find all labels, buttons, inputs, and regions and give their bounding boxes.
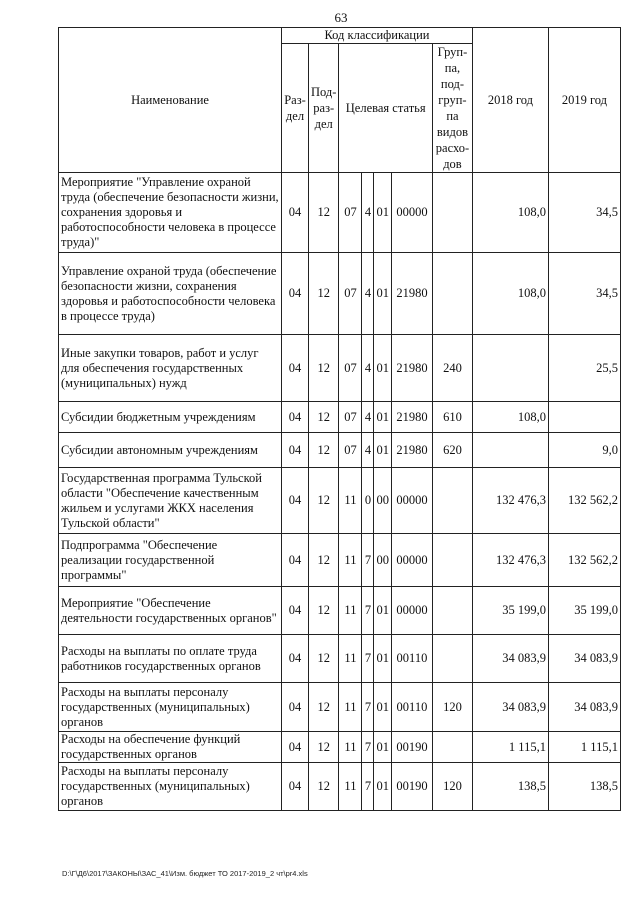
row-amount-2018: 132 476,3: [472, 534, 548, 587]
row-target-event: 01: [374, 253, 392, 335]
row-subsection: 12: [309, 173, 339, 253]
row-amount-2019: 1 115,1: [548, 732, 620, 763]
row-section: 04: [282, 433, 309, 468]
row-expense-group: 620: [432, 433, 472, 468]
table-body: [59, 173, 621, 811]
row-amount-2019: 132 562,2: [548, 534, 620, 587]
row-target-program: 11: [339, 534, 362, 587]
row-target-subprogram: 4: [362, 173, 374, 253]
row-amount-2019: 34 083,9: [548, 635, 620, 683]
row-section: 04: [282, 335, 309, 402]
row-amount-2018: 34 083,9: [472, 635, 548, 683]
row-target-program: 07: [339, 402, 362, 433]
row-target-event: 01: [374, 683, 392, 732]
row-subsection: 12: [309, 433, 339, 468]
row-target-program: 11: [339, 732, 362, 763]
row-amount-2018: 35 199,0: [472, 587, 548, 635]
header-year-2019: 2019 год: [548, 28, 620, 173]
row-name: Расходы на выплаты персоналу государственных (муниципальных) органов: [59, 683, 282, 732]
table-row: [59, 253, 621, 335]
row-name: Субсидии автономным учреждениям: [59, 433, 282, 468]
row-section: 04: [282, 683, 309, 732]
row-name: Государственная программа Тульской области "Обеспечение качественным жильем и услугами ЖКХ населения Тульской области": [59, 468, 282, 534]
row-target-direction: 00190: [391, 732, 432, 763]
row-target-direction: 00000: [391, 534, 432, 587]
row-target-program: 11: [339, 468, 362, 534]
row-amount-2019: 138,5: [548, 763, 620, 811]
row-amount-2019: 35 199,0: [548, 587, 620, 635]
row-target-event: 01: [374, 587, 392, 635]
row-name: Управление охраной труда (обеспечение безопасности жизни, сохранения здоровья и работоспособности человека в процессе труда): [59, 253, 282, 335]
row-amount-2018: 132 476,3: [472, 468, 548, 534]
row-target-program: 07: [339, 253, 362, 335]
row-target-direction: 00190: [391, 763, 432, 811]
row-expense-group: [432, 587, 472, 635]
row-subsection: 12: [309, 763, 339, 811]
row-expense-group: [432, 173, 472, 253]
row-amount-2019: 34,5: [548, 173, 620, 253]
row-section: 04: [282, 173, 309, 253]
row-name: Мероприятие "Обеспечение деятельности государственных органов": [59, 587, 282, 635]
row-section: 04: [282, 253, 309, 335]
row-target-direction: 21980: [391, 253, 432, 335]
header-target-article: Целевая статья: [339, 44, 433, 173]
row-amount-2019: [548, 402, 620, 433]
table-row: [59, 587, 621, 635]
table-row: [59, 173, 621, 253]
row-target-event: 00: [374, 534, 392, 587]
row-target-direction: 00110: [391, 635, 432, 683]
row-subsection: 12: [309, 468, 339, 534]
row-target-subprogram: 7: [362, 635, 374, 683]
row-amount-2018: 1 115,1: [472, 732, 548, 763]
row-target-subprogram: 4: [362, 402, 374, 433]
row-target-subprogram: 7: [362, 763, 374, 811]
row-target-subprogram: 4: [362, 335, 374, 402]
row-amount-2018: [472, 335, 548, 402]
row-section: 04: [282, 635, 309, 683]
row-target-subprogram: 4: [362, 253, 374, 335]
row-target-program: 11: [339, 763, 362, 811]
budget-table: [58, 27, 621, 811]
row-section: 04: [282, 534, 309, 587]
row-target-program: 11: [339, 635, 362, 683]
row-target-subprogram: 0: [362, 468, 374, 534]
row-amount-2019: 25,5: [548, 335, 620, 402]
table-row: [59, 534, 621, 587]
row-target-event: 01: [374, 335, 392, 402]
row-target-subprogram: 7: [362, 534, 374, 587]
row-expense-group: 610: [432, 402, 472, 433]
row-expense-group: 240: [432, 335, 472, 402]
row-target-event: 01: [374, 402, 392, 433]
row-subsection: 12: [309, 402, 339, 433]
header-expense-group: Груп- па, под- груп- па видов расхо- дов: [432, 44, 472, 173]
row-target-direction: 00110: [391, 683, 432, 732]
row-subsection: 12: [309, 335, 339, 402]
row-target-subprogram: 4: [362, 433, 374, 468]
table-row: [59, 335, 621, 402]
table-row: [59, 468, 621, 534]
row-amount-2018: 108,0: [472, 253, 548, 335]
row-target-program: 11: [339, 683, 362, 732]
row-target-direction: 00000: [391, 468, 432, 534]
row-target-event: 00: [374, 468, 392, 534]
table-row: [59, 763, 621, 811]
row-expense-group: [432, 253, 472, 335]
row-expense-group: 120: [432, 683, 472, 732]
row-name: Субсидии бюджетным учреждениям: [59, 402, 282, 433]
row-name: Расходы на выплаты по оплате труда работников государственных органов: [59, 635, 282, 683]
row-target-subprogram: 7: [362, 683, 374, 732]
row-subsection: 12: [309, 683, 339, 732]
row-subsection: 12: [309, 534, 339, 587]
row-target-program: 07: [339, 433, 362, 468]
row-target-program: 07: [339, 173, 362, 253]
row-target-direction: 00000: [391, 173, 432, 253]
row-name: Мероприятие "Управление охраной труда (обеспечение безопасности жизни, сохранения здоровья и работоспособности человека в процессе труда)": [59, 173, 282, 253]
row-amount-2018: 108,0: [472, 173, 548, 253]
row-target-event: 01: [374, 433, 392, 468]
file-path-footer: D:\Г\Д6\2017\ЗАКОНЫ\ЗАС_41\Изм. бюджет ТО 2017-2019_2 чт\pr4.xls: [62, 869, 308, 878]
row-name: Расходы на обеспечение функций государственных органов: [59, 732, 282, 763]
header-year-2018: 2018 год: [472, 28, 548, 173]
row-section: 04: [282, 587, 309, 635]
row-expense-group: [432, 635, 472, 683]
table-row: [59, 732, 621, 763]
row-name: Иные закупки товаров, работ и услуг для обеспечения государственных (муниципальных) нужд: [59, 335, 282, 402]
row-target-direction: 00000: [391, 587, 432, 635]
row-section: 04: [282, 732, 309, 763]
row-expense-group: [432, 534, 472, 587]
row-subsection: 12: [309, 635, 339, 683]
row-subsection: 12: [309, 253, 339, 335]
header-name: Наименование: [59, 28, 282, 173]
row-section: 04: [282, 468, 309, 534]
row-amount-2019: 34 083,9: [548, 683, 620, 732]
table-row: [59, 683, 621, 732]
header-subsection: Под- раз- дел: [309, 44, 339, 173]
row-target-event: 01: [374, 763, 392, 811]
row-target-direction: 21980: [391, 433, 432, 468]
row-target-subprogram: 7: [362, 587, 374, 635]
row-target-program: 07: [339, 335, 362, 402]
row-section: 04: [282, 763, 309, 811]
row-target-event: 01: [374, 732, 392, 763]
row-amount-2019: 34,5: [548, 253, 620, 335]
table-row: [59, 402, 621, 433]
row-target-direction: 21980: [391, 402, 432, 433]
table-row: [59, 635, 621, 683]
row-target-direction: 21980: [391, 335, 432, 402]
row-amount-2018: 138,5: [472, 763, 548, 811]
row-expense-group: [432, 732, 472, 763]
row-expense-group: [432, 468, 472, 534]
row-amount-2018: 108,0: [472, 402, 548, 433]
row-name: Расходы на выплаты персоналу государственных (муниципальных) органов: [59, 763, 282, 811]
row-subsection: 12: [309, 732, 339, 763]
header-section: Раз- дел: [282, 44, 309, 173]
row-expense-group: 120: [432, 763, 472, 811]
row-target-program: 11: [339, 587, 362, 635]
table-row: [59, 433, 621, 468]
row-target-event: 01: [374, 635, 392, 683]
row-subsection: 12: [309, 587, 339, 635]
row-amount-2018: 34 083,9: [472, 683, 548, 732]
row-amount-2019: 9,0: [548, 433, 620, 468]
row-target-event: 01: [374, 173, 392, 253]
row-amount-2018: [472, 433, 548, 468]
row-name: Подпрограмма "Обеспечение реализации государственной программы": [59, 534, 282, 587]
header-code-classification: Код классификации: [282, 28, 473, 44]
page-number: 63: [334, 10, 348, 25]
row-amount-2019: 132 562,2: [548, 468, 620, 534]
row-section: 04: [282, 402, 309, 433]
row-target-subprogram: 7: [362, 732, 374, 763]
